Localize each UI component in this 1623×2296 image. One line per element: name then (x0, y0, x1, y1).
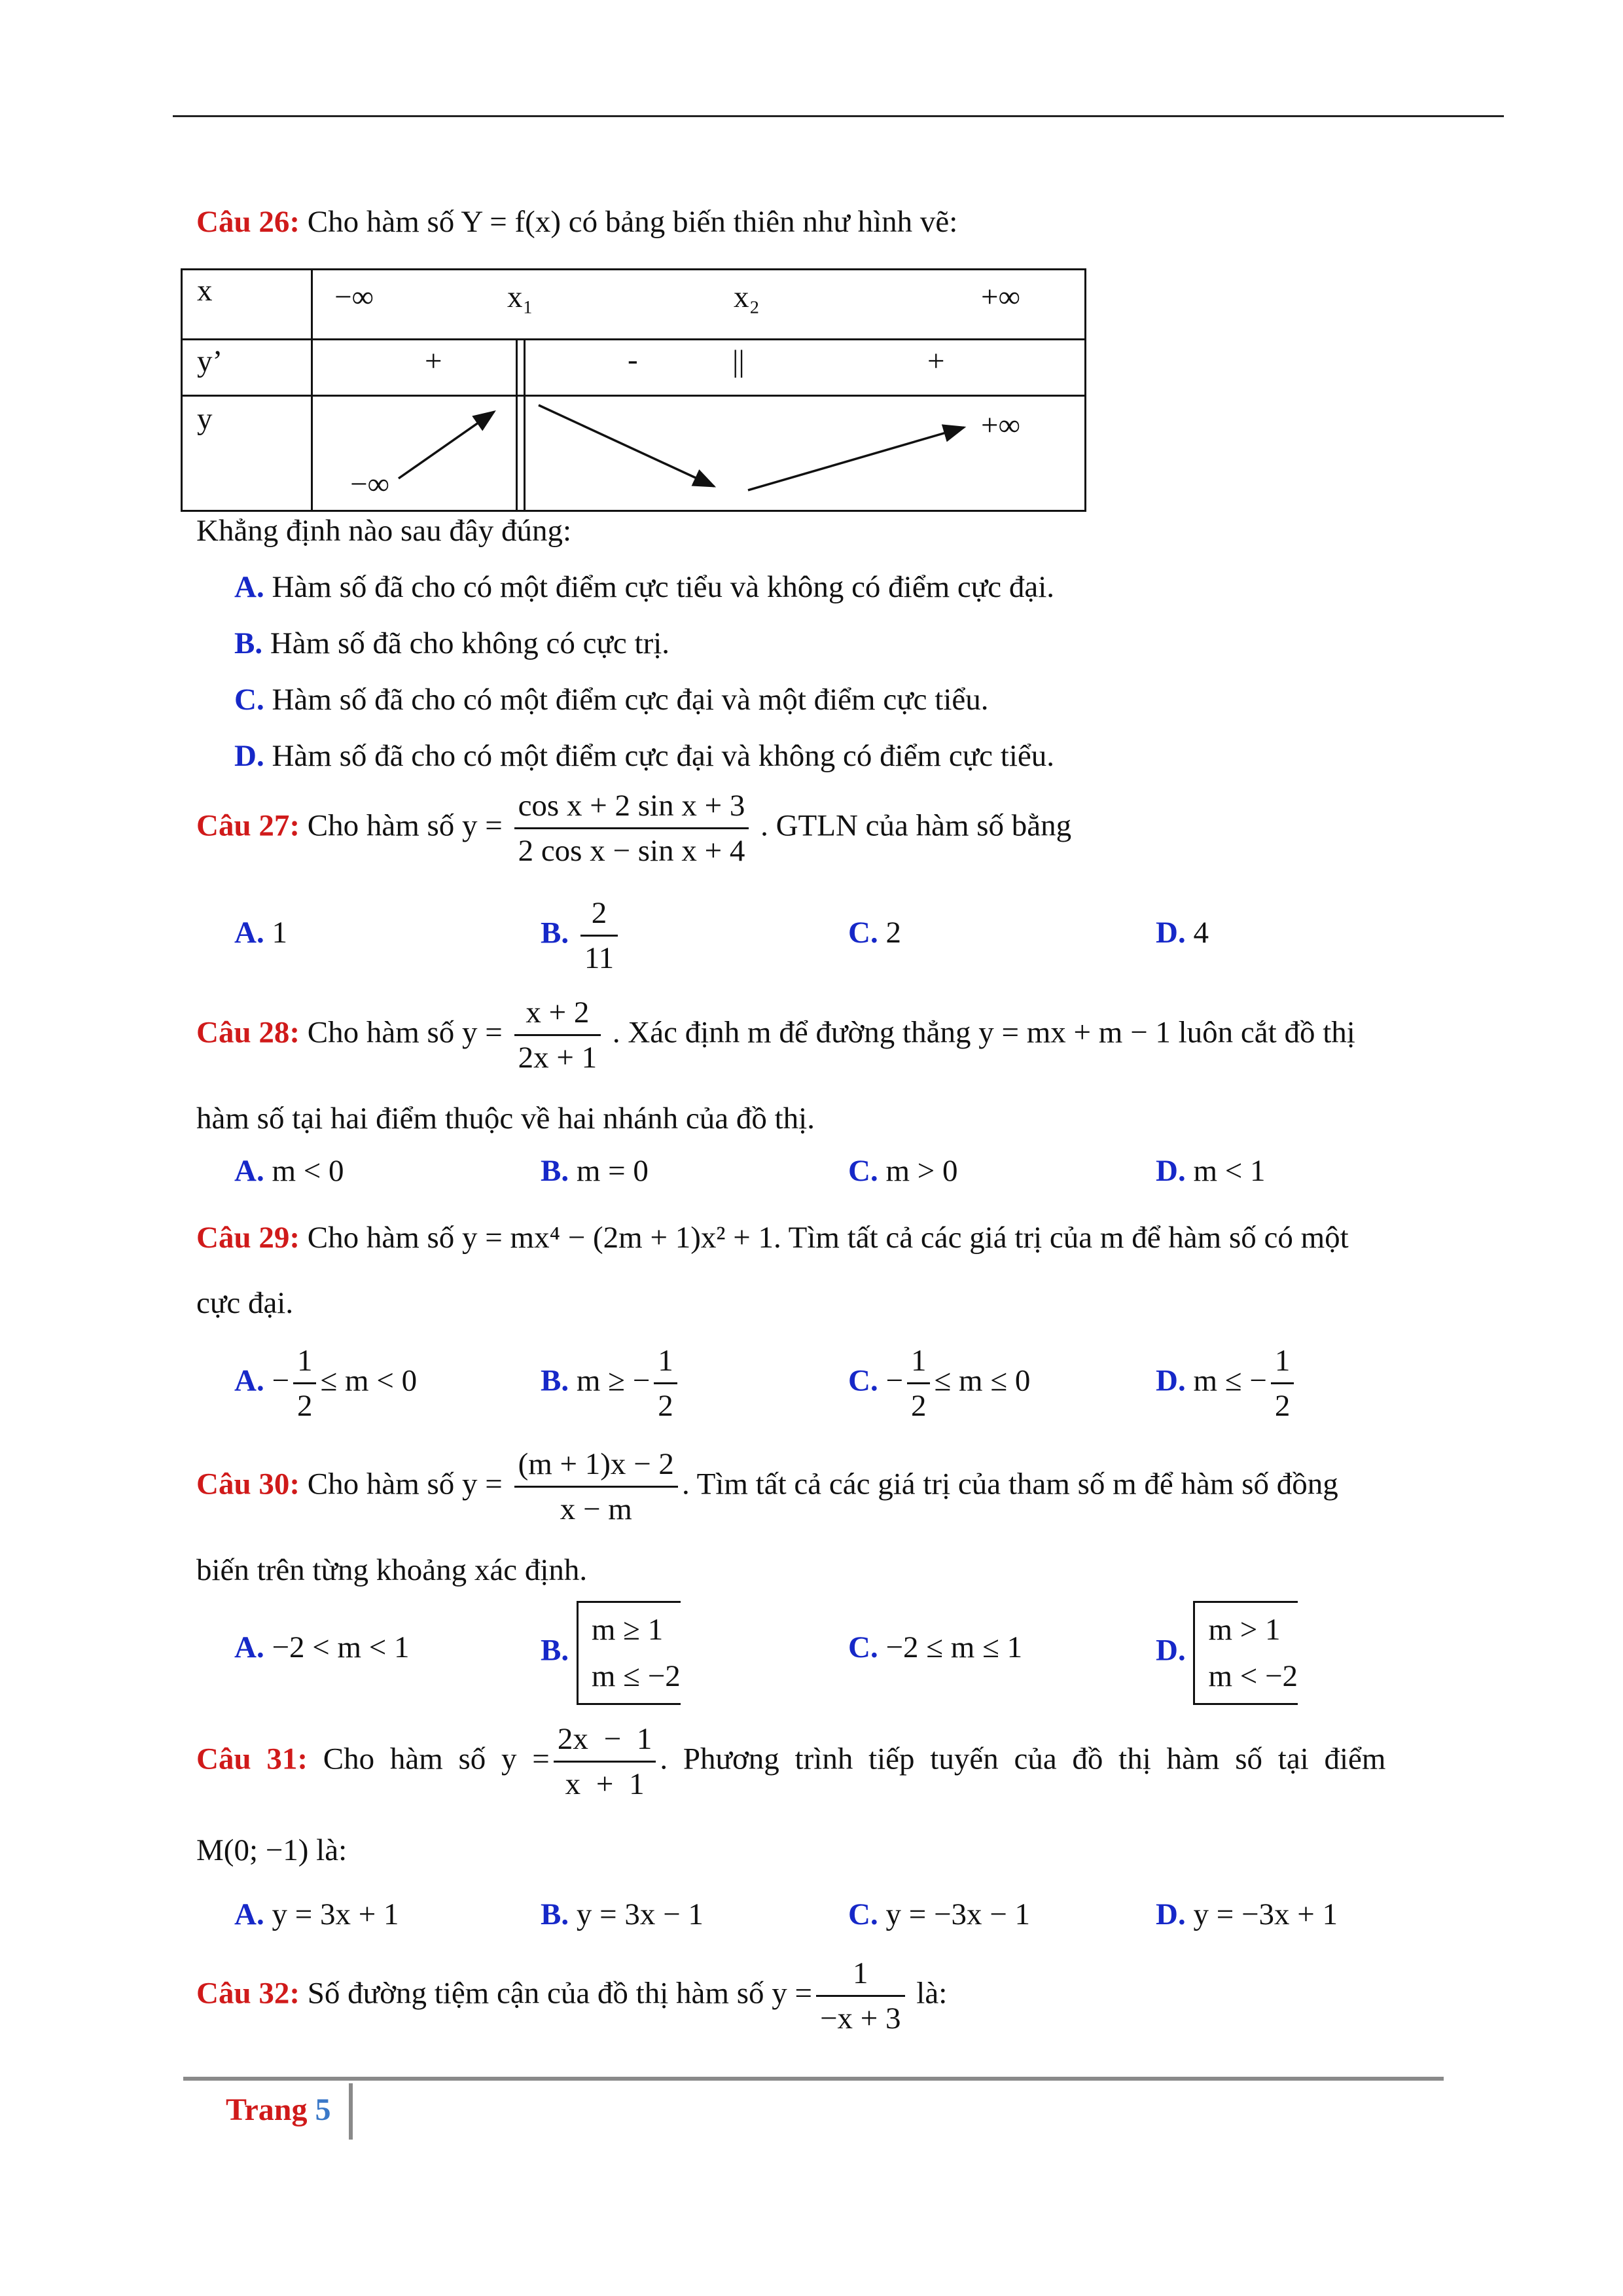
q31-lhs: y = (501, 1742, 550, 1776)
arrow-decrease (539, 405, 714, 486)
q30-option-b-bottom: m ≤ −2 (591, 1659, 681, 1693)
q28-text-before: Cho hàm số (307, 1015, 455, 1050)
q27-option-a (234, 915, 287, 950)
x-value-x1: x₁ (507, 280, 533, 314)
q29-option-d-pre: m ≤ − (1193, 1363, 1267, 1398)
variation-table (181, 268, 1086, 512)
q30-numerator: (m + 1)x − 2 (514, 1446, 678, 1488)
q30-denominator: x − m (560, 1492, 632, 1527)
q27-option-d-text: 4 (1193, 916, 1209, 950)
q28-option-c (848, 1153, 958, 1189)
q31-option-d-label: D. (1156, 1897, 1186, 1931)
q27-option-c (848, 915, 901, 950)
q31-denominator: x + 1 (565, 1767, 645, 1802)
q29-option-a-pre: − (272, 1363, 289, 1398)
q26-option-d-label: D. (234, 739, 264, 773)
q32-fraction (816, 1956, 905, 2036)
q31-option-b (541, 1897, 704, 1932)
y-value-pos-inf: +∞ (981, 408, 1021, 442)
footer-rule (183, 2077, 1444, 2081)
q26-option-d-text: Hàm số đã cho có một điểm cực đại và không có điểm cực tiểu. (272, 739, 1055, 773)
q29-option-a-post: ≤ m < 0 (320, 1363, 418, 1398)
q26-option-c (234, 682, 989, 717)
q28-stem (196, 995, 1355, 1075)
q30-option-c-text: −2 ≤ m ≤ 1 (885, 1630, 1023, 1664)
page-label: Trang (226, 2092, 308, 2127)
q31-option-c-label: C. (848, 1897, 878, 1931)
q30-label: Câu 30: (196, 1467, 300, 1501)
q29-option-a (234, 1343, 417, 1424)
dy-sign-1: + (425, 344, 442, 378)
q27-option-d-label: D. (1156, 916, 1186, 950)
q26-option-a (234, 569, 1054, 605)
q31-option-c (848, 1897, 1030, 1932)
q28-option-a (234, 1153, 344, 1189)
q30-option-d-top: m > 1 (1208, 1613, 1281, 1647)
q28-option-c-label: C. (848, 1154, 878, 1188)
q31-stem-line2 (196, 1833, 347, 1868)
q29-option-c-post: ≤ m ≤ 0 (934, 1363, 1031, 1398)
q30-fraction (514, 1446, 678, 1527)
q26-prompt: Khẳng định nào sau đây đúng: (196, 514, 572, 548)
q29-option-b (541, 1343, 681, 1424)
q28-option-b-text: m = 0 (576, 1154, 649, 1188)
q26-option-b (234, 626, 669, 661)
q28-stem-line2: hàm số tại hai điểm thuộc về hai nhánh của đồ thị. (196, 1102, 815, 1136)
q26-option-a-text: Hàm số đã cho có một điểm cực tiểu và không có điểm cực đại. (272, 570, 1055, 604)
q30-option-b (541, 1601, 681, 1705)
q29-option-c-label: C. (848, 1363, 878, 1398)
q29-text-before: Cho hàm số (307, 1221, 455, 1255)
dy-sign-2: - (628, 343, 638, 377)
q27-option-c-text: 2 (885, 916, 901, 950)
q31-stem (196, 1721, 1385, 1802)
q29-option-a-fraction (293, 1343, 317, 1424)
q26-label: Câu 26: (196, 205, 300, 239)
q28-fraction (514, 995, 601, 1075)
q27-denominator: 2 cos x − sin x + 4 (518, 834, 745, 869)
q28-option-b (541, 1153, 649, 1189)
table-row-label-x: x (197, 274, 213, 308)
q30-option-d (1156, 1601, 1298, 1705)
q31-label: Câu 31: (196, 1742, 308, 1776)
q30-text-before: Cho hàm số (307, 1467, 455, 1501)
q32-numerator: 1 (816, 1956, 905, 1997)
q27-option-b (541, 895, 622, 976)
arrow-increase-2 (748, 427, 964, 490)
q26-option-b-label: B. (234, 626, 263, 660)
q30-lhs: y = (462, 1467, 503, 1501)
q29-option-a-den: 2 (296, 1389, 313, 1423)
q32-label: Câu 32: (196, 1976, 300, 2011)
q30-option-b-system (577, 1601, 681, 1705)
q30-stem (196, 1446, 1338, 1527)
q28-text-after: luôn cắt đồ thị (1178, 1015, 1355, 1050)
y-value-neg-inf: −∞ (350, 467, 390, 501)
q28-option-b-label: B. (541, 1154, 569, 1188)
q28-option-d-label: D. (1156, 1154, 1186, 1188)
q29-option-d-den: 2 (1274, 1389, 1291, 1423)
q32-text-after: là: (916, 1976, 948, 2011)
q27-option-b-num: 2 (580, 895, 618, 937)
q32-lhs: y = (772, 1976, 813, 2011)
q29-text-after: . Tìm tất cả các giá trị của m để hàm số có một (773, 1221, 1349, 1255)
q27-option-b-label: B. (541, 916, 569, 950)
q29-option-c-num: 1 (907, 1343, 931, 1384)
q27-option-d (1156, 915, 1209, 950)
dy-sign-3: || (732, 344, 745, 378)
q32-stem (196, 1956, 947, 2036)
q29-option-a-label: A. (234, 1363, 264, 1398)
q28-option-a-text: m < 0 (272, 1154, 344, 1188)
footer-divider (349, 2083, 353, 2140)
q31-text-after: . Phương trình tiếp tuyến của đồ thị hàm số tại điểm (660, 1742, 1386, 1776)
q30-option-a-label: A. (234, 1630, 264, 1664)
q29-option-c-fraction (907, 1343, 931, 1424)
q26-option-c-label: C. (234, 683, 264, 717)
q31-option-b-text: y = 3x − 1 (576, 1897, 704, 1931)
q28-text-mid: . Xác định m để đường thẳng (612, 1015, 971, 1050)
q27-lhs: y = (462, 808, 503, 843)
q27-text-after: . GTLN của hàm số bằng (760, 808, 1072, 843)
x-value-x2: x₂ (734, 280, 760, 314)
q28-option-d (1156, 1153, 1266, 1189)
q27-text-before: Cho hàm số (307, 808, 455, 843)
q29-stem (196, 1220, 1349, 1255)
q30-option-b-top: m ≥ 1 (591, 1613, 664, 1647)
q32-denominator: −x + 3 (820, 2001, 901, 2036)
q27-option-c-label: C. (848, 916, 878, 950)
q29-option-d (1156, 1343, 1298, 1424)
q29-option-d-label: D. (1156, 1363, 1186, 1398)
header-rule (173, 115, 1504, 117)
q31-option-a-label: A. (234, 1897, 264, 1931)
q31-text-before: Cho hàm số (323, 1742, 486, 1776)
q28-option-c-text: m > 0 (885, 1154, 958, 1188)
q28-option-d-text: m < 1 (1193, 1154, 1266, 1188)
q30-option-a (234, 1630, 410, 1665)
q29-option-b-fraction (654, 1343, 677, 1424)
q29-label: Câu 29: (196, 1221, 300, 1255)
q29-option-c (848, 1343, 1030, 1424)
q31-point: M(0; −1) (196, 1833, 309, 1867)
q26-option-c-text: Hàm số đã cho có một điểm cực đại và một điểm cực tiểu. (272, 683, 989, 717)
q29-option-b-pre: m ≥ − (576, 1363, 651, 1398)
q31-numerator: 2x − 1 (554, 1721, 656, 1763)
q30-option-b-label: B. (541, 1633, 569, 1668)
q26-stem (196, 204, 957, 240)
q31-text-line2: là: (316, 1833, 348, 1867)
q29-option-b-den: 2 (658, 1389, 673, 1423)
q28-line-eq: y = mx + m − 1 (978, 1015, 1171, 1050)
q27-option-a-text: 1 (272, 916, 287, 950)
q29-option-c-den: 2 (910, 1389, 927, 1423)
q27-option-a-label: A. (234, 916, 264, 950)
q30-option-c-label: C. (848, 1630, 878, 1664)
q29-option-d-fraction (1271, 1343, 1294, 1424)
q32-text-before: Số đường tiệm cận của đồ thị hàm số (307, 1976, 764, 2011)
q27-stem (196, 788, 1071, 869)
q31-option-a-text: y = 3x + 1 (272, 1897, 399, 1931)
q30-text-after: . Tìm tất cả các giá trị của tham số m để hàm số đồng (681, 1467, 1338, 1501)
q26-option-a-label: A. (234, 570, 264, 604)
q30-option-d-label: D. (1156, 1633, 1186, 1668)
q30-option-c (848, 1630, 1022, 1665)
q29-option-b-label: B. (541, 1363, 569, 1398)
q26-text-after: có bảng biến thiên như hình vẽ: (568, 205, 958, 239)
q28-label: Câu 28: (196, 1015, 300, 1050)
q27-option-b-fraction (580, 895, 618, 976)
q28-numerator: x + 2 (514, 995, 601, 1036)
q29-option-a-num: 1 (293, 1343, 317, 1384)
dy-sign-4: + (927, 344, 945, 378)
q27-label: Câu 27: (196, 808, 300, 843)
q29-option-c-pre: − (885, 1363, 903, 1398)
q28-option-a-label: A. (234, 1154, 264, 1188)
q31-option-b-label: B. (541, 1897, 569, 1931)
q31-option-d-text: y = −3x + 1 (1193, 1897, 1338, 1931)
q29-option-b-num: 1 (654, 1343, 677, 1384)
page-footer (226, 2092, 330, 2128)
x-value-pos-inf: +∞ (981, 280, 1021, 314)
q30-option-a-text: −2 < m < 1 (272, 1630, 410, 1664)
arrow-increase-1 (399, 412, 494, 478)
variation-arrows (183, 270, 1088, 514)
q29-formula: y = mx⁴ − (2m + 1)x² + 1 (462, 1221, 774, 1255)
q29-option-d-num: 1 (1271, 1343, 1294, 1384)
q31-option-c-text: y = −3x − 1 (885, 1897, 1030, 1931)
q29-stem-line2: cực đại. (196, 1286, 294, 1320)
q31-option-d (1156, 1897, 1338, 1932)
table-row-label-y: y (197, 402, 213, 436)
table-row-label-dy: y’ (197, 344, 223, 378)
q26-option-d (234, 738, 1054, 774)
q28-lhs: y = (462, 1015, 503, 1050)
q26-text-before: Cho hàm số (307, 205, 455, 239)
q30-option-d-system (1193, 1601, 1298, 1705)
q27-numerator: cos x + 2 sin x + 3 (514, 788, 749, 829)
q28-denominator: 2x + 1 (518, 1041, 597, 1075)
q30-option-d-bottom: m < −2 (1208, 1659, 1298, 1693)
q30-stem-line2: biến trên từng khoảng xác định. (196, 1553, 588, 1587)
x-value-neg-inf: −∞ (334, 280, 374, 314)
q27-option-b-den: 11 (584, 941, 615, 975)
q26-formula: Y = f(x) (461, 205, 561, 239)
page-number: 5 (315, 2092, 331, 2127)
q26-option-b-text: Hàm số đã cho không có cực trị. (270, 626, 670, 660)
q27-fraction (514, 788, 749, 869)
q31-option-a (234, 1897, 399, 1932)
q31-fraction (554, 1721, 656, 1802)
